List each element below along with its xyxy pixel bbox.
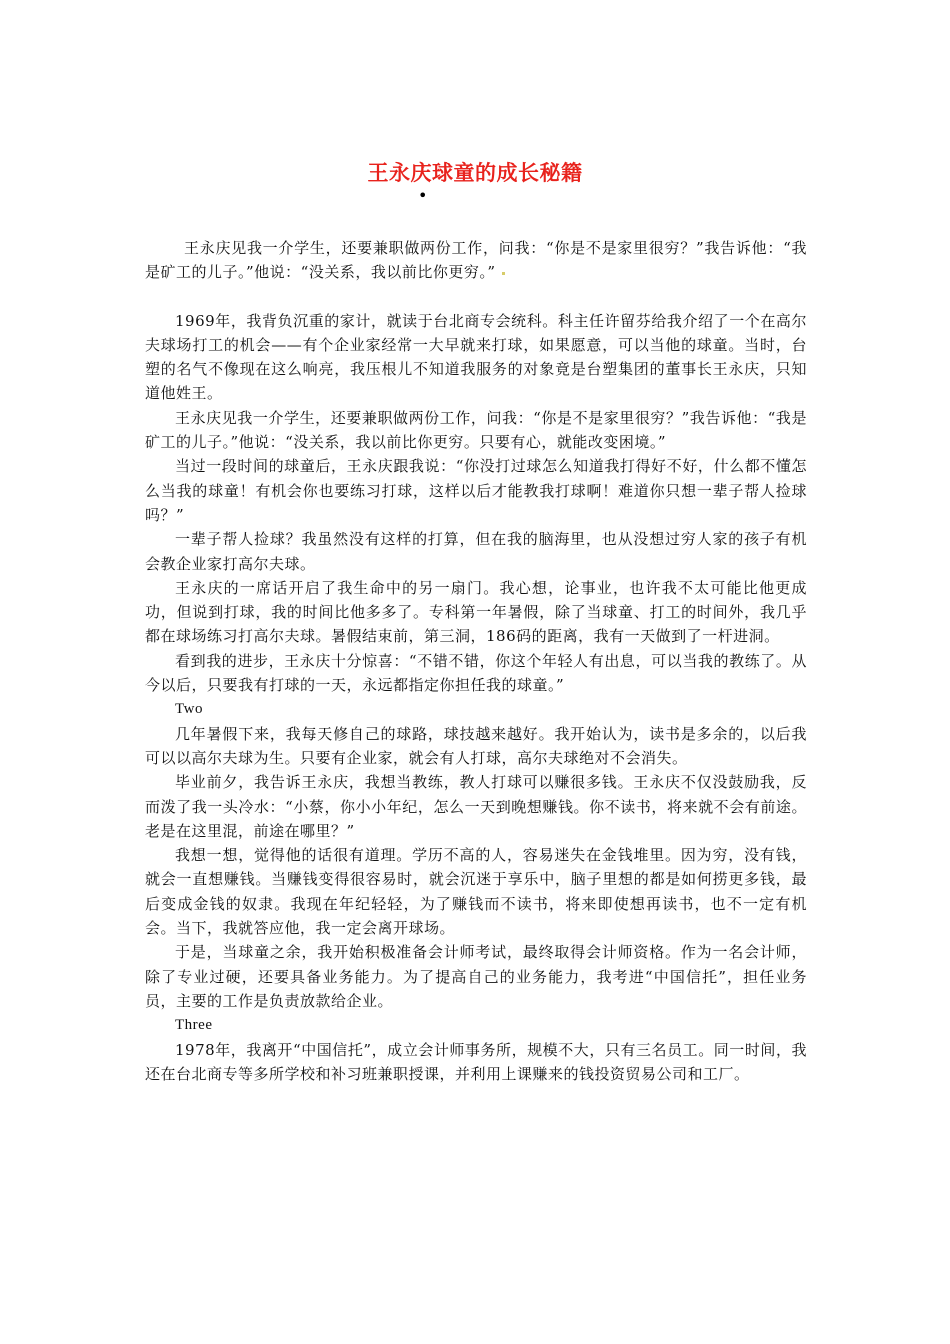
title-bullet: •	[418, 186, 428, 205]
paragraph-text: 王永庆见我一介学生，还要兼职做两份工作，问我：“你是不是家里很穷？”我告诉他：“我是矿工的儿子。”他说：“没关系，我以前比你更穷。”	[145, 239, 807, 282]
paragraph: 王永庆见我一介学生，还要兼职做两份工作，问我：“你是不是家里很穷？”我告诉他：“我是矿工的儿子。”他说：“没关系，我以前比你更穷。只要有心，就能改变困境。”	[145, 408, 807, 452]
section-label-three: Three	[175, 1017, 213, 1034]
document-title: 王永庆球童的成长秘籍	[367, 161, 583, 185]
paragraph: 一辈子帮人捡球？我虽然没有这样的打算，但在我的脑海里，也从没想过穷人家的孩子有机会教企业家打高尔夫球。	[145, 530, 807, 573]
paragraph: 我想一想，觉得他的话很有道理。学历不高的人，容易迷失在金钱堆里。因为穷，没有钱，就会一直想赚钱。当赚钱变得很容易时，就会沉迷于享乐中，脑子里想的都是如何捞更多钱，最后变成金钱的奴隶。我现在年纪轻轻，为了赚钱而不读书，将来即使想再读书，也不一定有机会。当下，我就答应他，我一定会离开球场。	[145, 846, 807, 938]
paragraph: 1978年，我离开“中国信托”，成立会计师事务所，规模不大，只有三名员工。同一时间，我还在台北商专等多所学校和补习班兼职授课，并利用上课赚来的钱投资贸易公司和工厂。	[145, 1040, 807, 1083]
paragraph: 当过一段时间的球童后，王永庆跟我说：“你没打过球怎么知道我打得好不好，什么都不懂怎么当我的球童！有机会你也要练习打球，这样以后才能教我打球啊！难道你只想一辈子帮人捡球吗？”	[145, 457, 807, 524]
intro-paragraph	[145, 236, 807, 285]
paragraph: 毕业前夕，我告诉王永庆，我想当教练，教人打球可以赚很多钱。王永庆不仅没鼓励我，反而泼了我一头冷水：“小蔡，你小小年纪，怎么一天到晚想赚钱。你不读书，将来就不会有前途。老是在这里混，前途在哪里？”	[145, 773, 807, 840]
article-body	[145, 236, 807, 1086]
paragraph: 看到我的进步，王永庆十分惊喜：“不错不错，你这个年轻人有出息，可以当我的教练了。从今以后，只要我有打球的一天，永远都指定你担任我的球童。”	[145, 651, 807, 695]
section-label-two: Two	[175, 701, 203, 718]
paragraph: 几年暑假下来，我每天修自己的球路，球技越来越好。我开始认为，读书是多余的，以后我可以以高尔夫球为生。只要有企业家，就会有人打球，高尔夫球绝对不会消失。	[145, 724, 807, 767]
paragraph: 于是，当球童之余，我开始积极准备会计师考试，最终取得会计师资格。作为一名会计师，除了专业过硬，还要具备业务能力。为了提高自己的业务能力，我考进“中国信托”，担任业务员，主要的工作是负责放款给企业。	[145, 943, 807, 1010]
paragraph: 王永庆的一席话开启了我生命中的另一扇门。我心想，论事业，也许我不太可能比他更成功，但说到打球，我的时间比他多多了。专科第一年暑假，除了当球童、打工的时间外，我几乎都在球场练习打高尔夫球。暑假结束前，第三洞，186码的距离，我有一天做到了一杆进洞。	[145, 578, 807, 646]
paragraph: 1969年，我背负沉重的家计，就读于台北商专会统科。科主任许留芬给我介绍了一个在高尔夫球场打工的机会——有个企业家经常一大早就来打球，如果愿意，可以当他的球童。当时，台塑的名气不像现在这么响亮，我压根儿不知道我服务的对象竟是台塑集团的董事长王永庆，只知道他姓王。	[145, 311, 807, 403]
stray-mark	[502, 272, 505, 275]
